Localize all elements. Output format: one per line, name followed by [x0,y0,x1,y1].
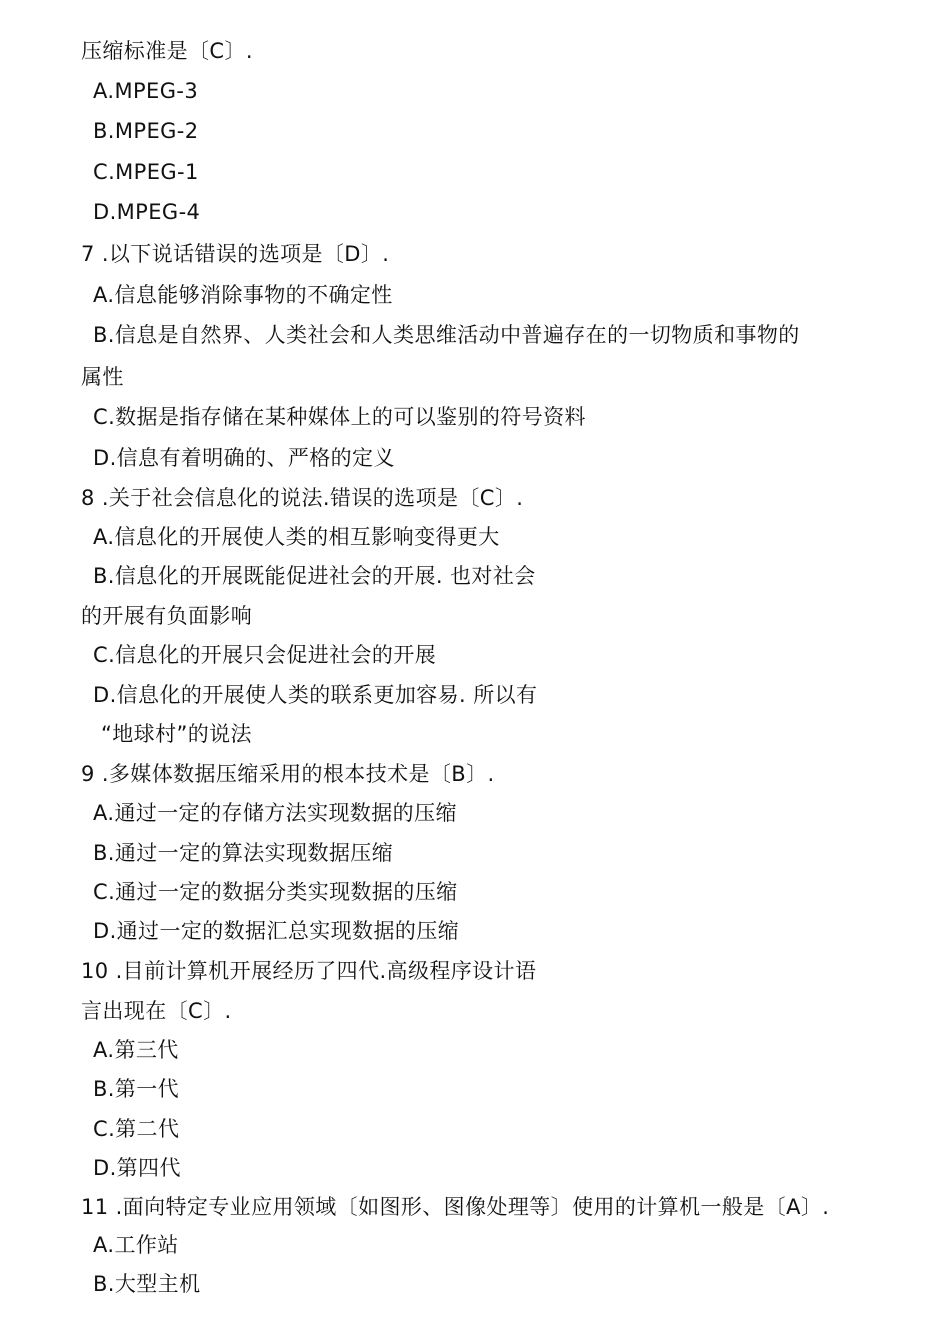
q8-option-d-continuation: “地球村”的说法 [101,722,252,746]
q10-option-c: C.第二代 [93,1117,180,1141]
q6-option-b: B.MPEG-2 [93,119,199,143]
q7-option-c: C.数据是指存储在某种媒体上的可以鉴别的符号资料 [93,405,586,429]
question-10: 10 .目前计算机开展经历了四代.高级程序设计语 [81,959,537,983]
q6-option-d: D.MPEG-4 [93,200,201,224]
q8-option-c: C.信息化的开展只会促进社会的开展 [93,643,437,667]
q7-option-d: D.信息有着明确的、严格的定义 [93,446,395,470]
q10-option-a: A.第三代 [93,1038,179,1062]
q7-option-a: A.信息能够消除事物的不确定性 [93,283,393,307]
q9-option-a: A.通过一定的存储方法实现数据的压缩 [93,801,457,825]
question-11: 11 .面向特定专业应用领域〔如图形、图像处理等〕使用的计算机一般是〔A〕. [81,1195,830,1219]
q9-option-d: D.通过一定的数据汇总实现数据的压缩 [93,919,460,943]
q10-option-d: D.第四代 [93,1156,181,1180]
q11-option-a: A.工作站 [93,1233,179,1257]
question-9: 9 .多媒体数据压缩采用的根本技术是〔B〕. [81,762,495,786]
q6-option-a: A.MPEG-3 [93,79,199,103]
q10-option-b: B.第一代 [93,1077,180,1101]
q7-option-b-continuation: 属性 [81,365,124,389]
q6-option-c: C.MPEG-1 [93,160,199,184]
q8-option-d: D.信息化的开展使人类的联系更加容易. 所以有 [93,683,538,707]
q11-option-b: B.大型主机 [93,1272,201,1296]
q9-option-c: C.通过一定的数据分类实现数据的压缩 [93,880,458,904]
question-10-continuation: 言出现在〔C〕. [81,999,232,1023]
q8-option-b: B.信息化的开展既能促进社会的开展. 也对社会 [93,564,536,588]
question-8: 8 .关于社会信息化的说法.错误的选项是〔C〕. [81,486,524,510]
q7-option-b: B.信息是自然界、人类社会和人类思维活动中普遍存在的一切物质和事物的 [93,323,800,347]
q9-option-b: B.通过一定的算法实现数据压缩 [93,841,394,865]
q8-option-a: A.信息化的开展使人类的相互影响变得更大 [93,525,500,549]
question-6-continuation: 压缩标准是〔C〕. [81,39,253,63]
question-7: 7 .以下说话错误的选项是〔D〕. [81,242,390,266]
q8-option-b-continuation: 的开展有负面影响 [81,604,253,628]
